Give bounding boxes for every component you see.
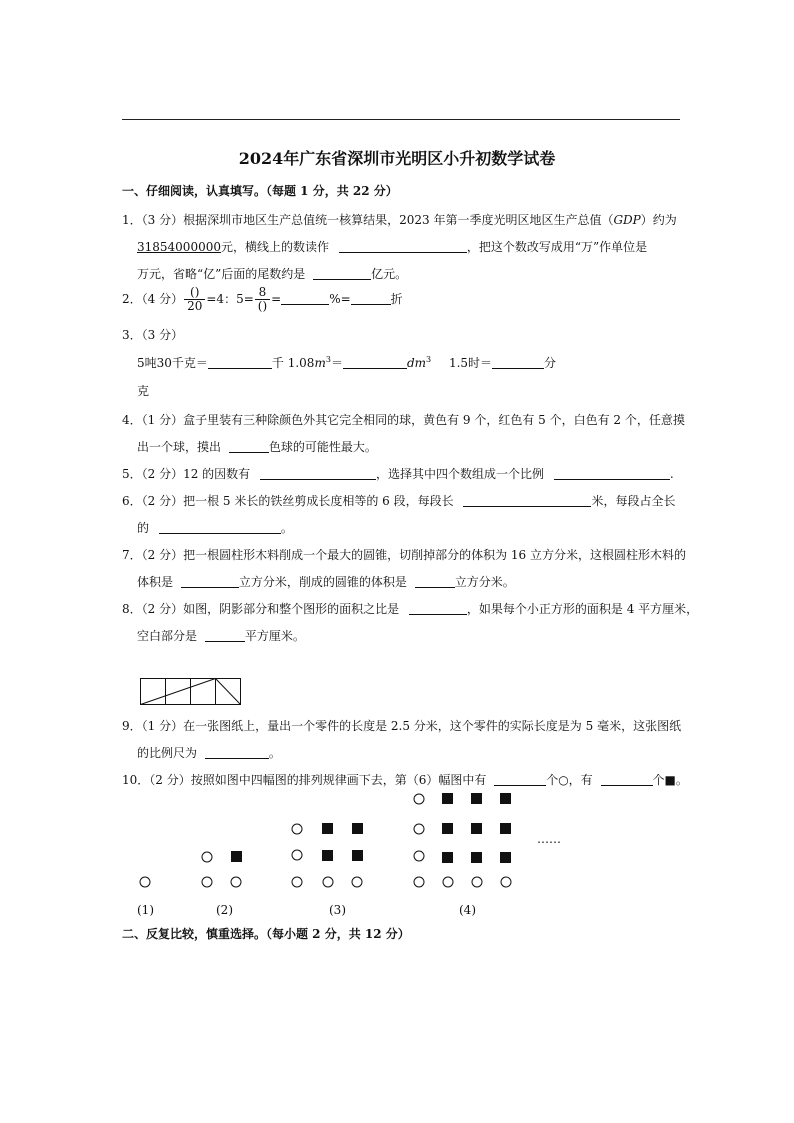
- q10-square: [500, 852, 511, 863]
- question-9-line-1: 9．（1 分）在一张图纸上，量出一个零件的长度是 2.5 分米，这个零件的实际长度是为 5 毫米，这张图纸: [122, 719, 682, 733]
- q8-text-a: 8．（2 分）如图，阴影部分和整个图形的面积之比是: [122, 602, 400, 616]
- q10-circle: [472, 877, 482, 887]
- q1-gdp: GDP: [613, 213, 641, 227]
- q10-label-2: (2): [216, 903, 233, 917]
- q10-square: [231, 851, 242, 862]
- q9-text-a: 的比例尺为: [137, 746, 198, 760]
- q4-text-b: 色球的可能性最大。: [268, 440, 377, 454]
- q10-label-1: (1): [137, 903, 154, 917]
- q6-text-d: 。: [280, 521, 293, 535]
- q4-text-a: 出一个球，摸出: [137, 440, 222, 454]
- q1-text-2a: 元，横线上的数读作: [220, 240, 329, 254]
- q10-text-c: 个■。: [652, 773, 688, 787]
- q10-square: [471, 793, 482, 804]
- q7-text-c: 立方分米。: [454, 575, 515, 589]
- q10-circle: [414, 851, 424, 861]
- q8-text-b: ，如果每个小正方形的面积是 4 平方厘米，: [466, 602, 699, 616]
- q10-circle: [352, 877, 362, 887]
- q10-circle: [231, 877, 241, 887]
- q3-c-unit: 分: [544, 356, 557, 370]
- q10-square: [471, 823, 482, 834]
- q2-f2-den: (): [257, 299, 268, 313]
- q2-f1-num: (): [184, 286, 205, 300]
- q3-dm: dm: [406, 356, 427, 370]
- question-3-line: 5吨30千克＝ 千 $1.08m^3= dm^3$ 1.5时＝ 分: [137, 355, 557, 370]
- q10-square: [442, 823, 453, 834]
- q10-label-3: (3): [329, 903, 346, 917]
- q5-text-a: 5．（2 分）12 的因数有: [122, 467, 251, 481]
- q10-circle: [323, 877, 333, 887]
- q10-square: [442, 793, 453, 804]
- q10-circle: [292, 877, 302, 887]
- q10-square: [442, 852, 453, 863]
- q10-circle: [414, 794, 424, 804]
- page-title: 2024年广东省深圳市光明区小升初数学试卷: [238, 149, 556, 168]
- q10-ellipsis: ……: [537, 832, 561, 846]
- q3-eq: ＝: [330, 356, 343, 370]
- q2-percent: %=: [329, 292, 351, 306]
- q1-text-3b: 亿元。: [371, 267, 408, 281]
- q2-ratio: =4：5=: [206, 292, 254, 306]
- q10-circle: [414, 824, 424, 834]
- q6-text-b: 米，每段占全长: [591, 494, 676, 508]
- q10-square: [471, 852, 482, 863]
- q2-equals: =: [271, 292, 282, 306]
- question-7-line-1: 7．（2 分）把一根圆柱形木料削成一个最大的圆锥，切削掉部分的体积为 16 立方分米，这根圆柱形木料的: [122, 548, 686, 562]
- q10-circle: [202, 877, 212, 887]
- q2-zhe: 折: [390, 292, 403, 306]
- q7-text-b: 立方分米，削成的圆锥的体积是: [238, 575, 407, 589]
- q8-text-d: 平方厘米。: [244, 629, 305, 643]
- section-1-heading: 一、仔细阅读，认真填写。（每题 1 分，共 22 分）: [122, 184, 398, 198]
- q10-square: [500, 793, 511, 804]
- q1-text: 1．（3 分）根据深圳市地区生产总值统一核算结果，2023 年第一季度光明区地区生产总值（: [122, 213, 614, 227]
- q3-a: 5吨30千克＝: [137, 356, 208, 370]
- q5-text-c: .: [669, 467, 674, 481]
- q10-label-4: (4): [459, 903, 476, 917]
- q10-text-a: 10．（2 分）按照如图中四幅图的排列规律画下去，第（6）幅图中有: [122, 773, 487, 787]
- q10-text-b: 个○，有: [546, 773, 593, 787]
- q6-text-a: 6．（2 分）把一根 5 米长的铁丝剪成长度相等的 6 段，每段长: [122, 494, 454, 508]
- q10-circle: [501, 877, 511, 887]
- q3-a-unit: 千 1.08: [271, 356, 315, 370]
- q10-square: [322, 823, 333, 834]
- q1-number: 31854000000: [137, 240, 221, 254]
- q8-text-c: 空白部分是: [137, 629, 198, 643]
- q10-circle: [414, 877, 424, 887]
- q2-f1-den: 20: [187, 299, 203, 313]
- q2-prefix: 2．（4 分）: [122, 292, 184, 306]
- section-2-heading: 二、反复比较，慎重选择。（每小题 2 分，共 12 分）: [122, 927, 410, 941]
- q9-text-b: 。: [268, 746, 281, 760]
- q10-circle: [443, 877, 453, 887]
- q3-c: 1.5时＝: [448, 356, 493, 370]
- q3-m: m: [314, 356, 326, 370]
- q1-text-2b: ，把这个数改写成用“万”作单位是: [466, 240, 648, 254]
- q10-circle: [292, 824, 302, 834]
- question-3-ke: 克: [137, 384, 150, 398]
- q1-text-end: ）约为: [640, 213, 677, 227]
- q10-square: [322, 850, 333, 861]
- q1-text-3a: 万元，省略“亿”后面的尾数约是: [137, 267, 306, 281]
- q10-square: [500, 823, 511, 834]
- q2-f2-num: 8: [255, 286, 270, 300]
- q5-text-b: ，选择其中四个数组成一个比例: [376, 467, 545, 481]
- q10-circle: [140, 877, 150, 887]
- question-4-line-1: 4．（1 分）盒子里装有三种除颜色外其它完全相同的球，黄色有 9 个，红色有 5 个，白色有 2 个，任意摸: [122, 413, 685, 427]
- question-3-prefix: 3．（3 分）: [122, 328, 184, 342]
- q10-circle: [292, 850, 302, 860]
- q10-square: [352, 850, 363, 861]
- q10-square: [352, 823, 363, 834]
- q7-text-a: 体积是: [137, 575, 174, 589]
- q6-text-c: 的: [137, 521, 150, 535]
- q10-circle: [202, 852, 212, 862]
